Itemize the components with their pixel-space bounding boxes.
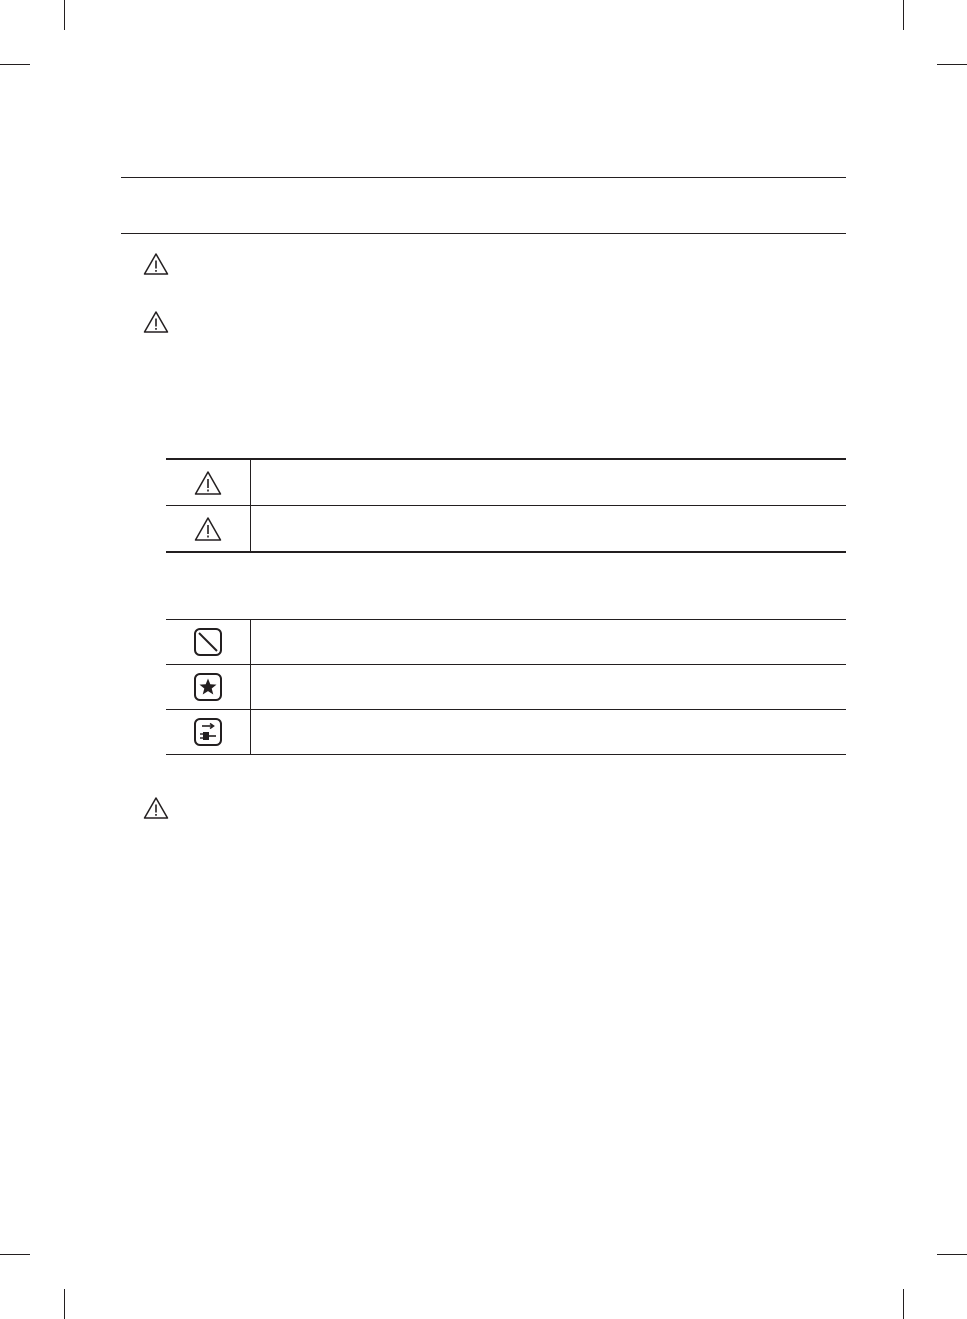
header-bottom-rule — [121, 233, 846, 234]
sign-row-text — [251, 665, 847, 710]
crop-mark-bottom-right-horizontal — [937, 1254, 967, 1255]
crop-mark-top-right-vertical — [903, 0, 904, 30]
crop-mark-top-right-horizontal — [937, 64, 967, 65]
unplug-sign-icon — [193, 717, 223, 747]
header-top-rule — [121, 177, 846, 178]
warning-triangle-icon — [143, 310, 169, 334]
crop-mark-bottom-left-horizontal — [0, 1254, 30, 1255]
safety-row-text — [251, 459, 847, 506]
table-row — [166, 665, 846, 710]
table-row — [166, 710, 846, 755]
warning-triangle-icon — [194, 470, 222, 496]
star-mandatory-icon — [193, 672, 223, 702]
crop-mark-bottom-right-vertical — [903, 1289, 904, 1319]
prohibited-sign-icon — [193, 627, 223, 657]
crop-mark-top-left-horizontal — [0, 64, 30, 65]
table-row — [166, 459, 846, 506]
sign-symbol-table — [166, 619, 846, 755]
sign-row-text — [251, 620, 847, 665]
warning-triangle-icon — [143, 252, 169, 276]
table-row — [166, 506, 846, 553]
safety-symbol-table — [166, 458, 846, 553]
crop-mark-top-left-vertical — [64, 0, 65, 30]
warning-triangle-icon — [194, 516, 222, 542]
crop-mark-bottom-left-vertical — [64, 1289, 65, 1319]
safety-row-text — [251, 506, 847, 553]
warning-triangle-icon — [143, 796, 169, 820]
sign-row-text — [251, 710, 847, 755]
table-row — [166, 620, 846, 665]
